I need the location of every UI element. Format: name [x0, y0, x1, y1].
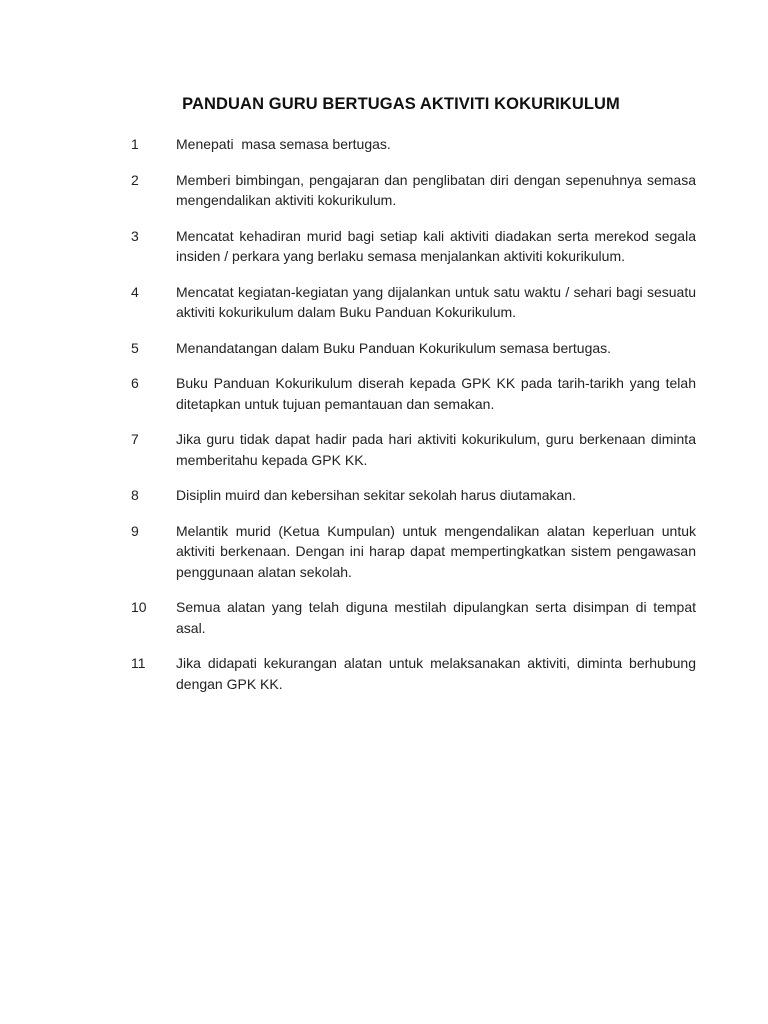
list-item: [131, 338, 696, 359]
item-number: 8: [131, 487, 139, 503]
item-text: Jika didapati kekurangan alatan untuk melaksanakan aktiviti, diminta berhubung dengan GPK KK.: [176, 655, 700, 692]
item-text: Memberi bimbingan, pengajaran dan penglibatan diri dengan sepenuhnya semasa mengendalikan aktiviti kokurikulum.: [176, 171, 700, 208]
list-item: [131, 134, 696, 155]
item-number: 2: [131, 171, 139, 188]
list-item: [131, 282, 700, 323]
item-number: 9: [131, 522, 139, 539]
item-number: 6: [131, 375, 139, 391]
item-text: Semua alatan yang telah diguna mestilah dipulangkan serta disimpan di tempat asal.: [176, 599, 700, 636]
item-text: Mencatat kegiatan-kegiatan yang dijalankan untuk satu waktu / sehari bagi sesuatu aktiviti kokurikulum dalam Buku Panduan Kokurikulum.: [176, 283, 700, 320]
item-number: 11: [131, 655, 146, 671]
item-number: 4: [131, 283, 139, 300]
page-title: PANDUAN GURU BERTUGAS AKTIVITI KOKURIKULUM: [182, 95, 620, 113]
item-number: 10: [131, 599, 147, 615]
item-number: 7: [131, 431, 139, 447]
list-item: [131, 429, 700, 470]
list-item: [131, 597, 700, 638]
item-number: 5: [131, 339, 139, 356]
item-text: Buku Panduan Kokurikulum diserah kepada GPK KK pada tarih-tarikh yang telah ditetapkan untuk tujuan pemantauan dan semakan.: [176, 375, 700, 412]
item-text: Menepati masa semasa bertugas.: [176, 136, 391, 152]
list-item: [131, 485, 696, 506]
item-text: Mencatat kehadiran murid bagi setiap kali aktiviti diadakan serta merekod segala insiden / perkara yang berlaku semasa menjalankan aktiviti kokurikulum.: [176, 227, 700, 264]
item-text: Disiplin muird dan kebersihan sekitar sekolah harus diutamakan.: [176, 487, 576, 503]
item-text: Menandatangan dalam Buku Panduan Kokurikulum semasa bertugas.: [176, 339, 612, 356]
item-number: 3: [131, 227, 139, 244]
guideline-list: [131, 134, 700, 709]
item-text: Jika guru tidak dapat hadir pada hari aktiviti kokurikulum, guru berkenaan diminta memberitahu kepada GPK KK.: [176, 431, 700, 468]
list-item: [131, 653, 700, 694]
list-item: [131, 170, 700, 211]
item-number: 1: [131, 136, 139, 152]
list-item: [131, 521, 700, 583]
list-item: [131, 373, 700, 414]
item-text: Melantik murid (Ketua Kumpulan) untuk mengendalikan alatan keperluan untuk aktiviti berkenaan. Dengan ini harap dapat mempertingkatkan sistem pengawasan penggunaan alatan sekolah.: [176, 522, 700, 580]
list-item: [131, 226, 700, 267]
